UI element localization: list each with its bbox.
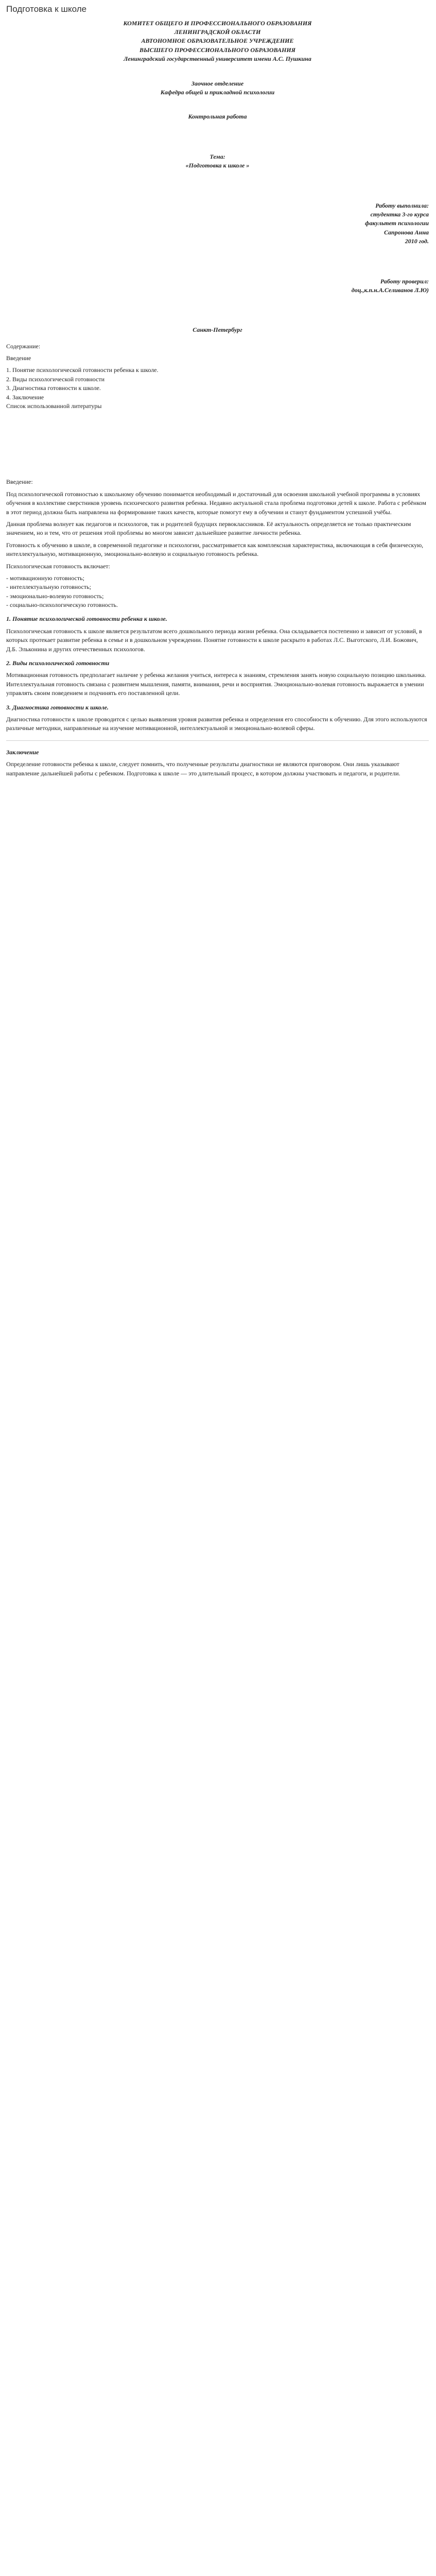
- title-page: [6, 19, 429, 335]
- title-line: АВТОНОМНОЕ ОБРАЗОВАТЕЛЬНОЕ УЧРЕЖДЕНИЕ: [141, 37, 294, 45]
- conclusion-heading: Заключение: [6, 748, 39, 756]
- paragraph: Под психологической готовностью к школьному обучению понимается необходимый и достаточный для освоения школьной учебной программы в условиях обучения в коллективе сверстников уровень психического развития ребенка. Недавно актуальной стала проблема подготовки детей к школе. Работа с ребёнком в этот период должна быть направлена на формирование таких качеств, которые помогут ему в обучении и станут фундаментом успешной учёбы.: [6, 490, 426, 516]
- checker-line: доц.,к.п.н.А.Селиванов Л.Ю): [351, 286, 429, 294]
- toc-item: 3. Диагностика готовности к школе.: [6, 384, 101, 392]
- section-heading: 2. Виды психологической готовности: [6, 659, 110, 667]
- work-type: Контрольная работа: [188, 113, 247, 121]
- title-line: Ленинградский государственный университет имени А.С. Пушкина: [124, 55, 311, 63]
- author-line: 2010 год.: [405, 238, 429, 245]
- table-of-contents: [6, 342, 429, 411]
- intro-heading: Введение:: [6, 478, 33, 486]
- section-heading: 1. Понятие психологической готовности ребенка к школе.: [6, 615, 167, 623]
- title-line: КОМИТЕТ ОБЩЕГО И ПРОФЕССИОНАЛЬНОГО ОБРАЗОВАНИЯ: [123, 19, 312, 27]
- paragraph: Мотивационная готовность предполагает наличие у ребенка желания учиться, интереса к знаниям, стремления занять новую социальную позицию школьника. Интеллектуальная готовность связана с развитием мышления, памяти, внимания, речи и восприятия. Эмоционально-волевая готовность выражается в умении управлять своим поведением и подчинять его поставленной цели.: [6, 671, 426, 697]
- paragraph: Данная проблема волнует как педагогов и психологов, так и родителей будущих первоклассников. Её актуальность определяется не только практическим значением, но и тем, что от решения этой проблемы во многом зависит дальнейшее развитие личности ребенка.: [6, 520, 411, 537]
- main-text: [6, 478, 429, 778]
- toc-item: 4. Заключение: [6, 393, 44, 401]
- list-item: - интеллектуальную готовность;: [6, 583, 91, 591]
- list-item: - эмоционально-волевую готовность;: [6, 592, 104, 600]
- section-heading: 3. Диагностика готовности к школе.: [6, 703, 109, 711]
- document: [0, 0, 436, 778]
- list-item: - социально-психологическую готовность.: [6, 601, 118, 609]
- author-line: Работу выполнила:: [375, 201, 429, 209]
- checker-line: Работу проверил:: [380, 277, 429, 285]
- paragraph: Готовность к обучению в школе, в современной педагогике и психологии, рассматривается как комплексная характеристика, включающая в себя физическую, интеллектуальную, мотивационную, эмоционально-волевую и социальную готовность ребенка.: [6, 541, 424, 558]
- paragraph: Диагностика готовности к школе проводится с целью выявления уровня развития ребенка и определения его способности к обучению. Для этого используются различные методики, направленные на изучение мотивационной, интеллектуальной и эмоционально-волевой сферы.: [6, 716, 427, 732]
- list-item: - мотивационную готовность;: [6, 574, 84, 582]
- topic-label: Тема:: [210, 152, 225, 160]
- paragraph: Психологическая готовность к школе является результатом всего дошкольного периода жизни ребенка. Она складывается постепенно и зависит от условий, в которых протекает развитие ребенка в семье и в дошкольном учреждении. Понятие готовности к школе раскрыто в работах Л.С. Выготского, Л.И. Божович, Д.Б. Эльконина и других отечественных психологов.: [6, 627, 422, 653]
- dept-line: Кафедра общей и прикладной психологии: [160, 88, 275, 96]
- city: Санкт-Петербург: [193, 326, 242, 334]
- dept-line: Заочное отделение: [191, 79, 244, 87]
- divider: [6, 740, 429, 741]
- page-title: Подготовка к школе: [6, 4, 87, 14]
- title-line: ЛЕНИНГРАДСКОЙ ОБЛАСТИ: [174, 28, 261, 36]
- topic: «Подготовка к школе »: [185, 162, 250, 170]
- author-line: факультет психологии: [364, 219, 429, 227]
- toc-item: Список использованной литературы: [6, 402, 102, 410]
- toc-item: 1. Понятие психологической готовности ребенка к школе.: [6, 366, 159, 374]
- author-line: Сапронова Анна: [383, 228, 429, 236]
- paragraph: Определение готовности ребенка к школе, следует помнить, что полученные результаты диагностики не являются приговором. Они лишь указывают направление дальнейшей работы с ребенком. Подготовка к школе — это длительный процесс, в котором должны участвовать и педагоги, и родители.: [6, 760, 400, 777]
- toc-item: 2. Виды психологической готовности: [6, 375, 105, 383]
- toc-intro: Введение: [6, 354, 31, 362]
- title-line: ВЫСШЕГО ПРОФЕССИОНАЛЬНОГО ОБРАЗОВАНИЯ: [139, 46, 296, 54]
- list-heading: Психологическая готовность включает:: [6, 562, 110, 570]
- author-line: студентка 3-го курса: [370, 210, 429, 218]
- toc-heading: Содержание:: [6, 342, 41, 350]
